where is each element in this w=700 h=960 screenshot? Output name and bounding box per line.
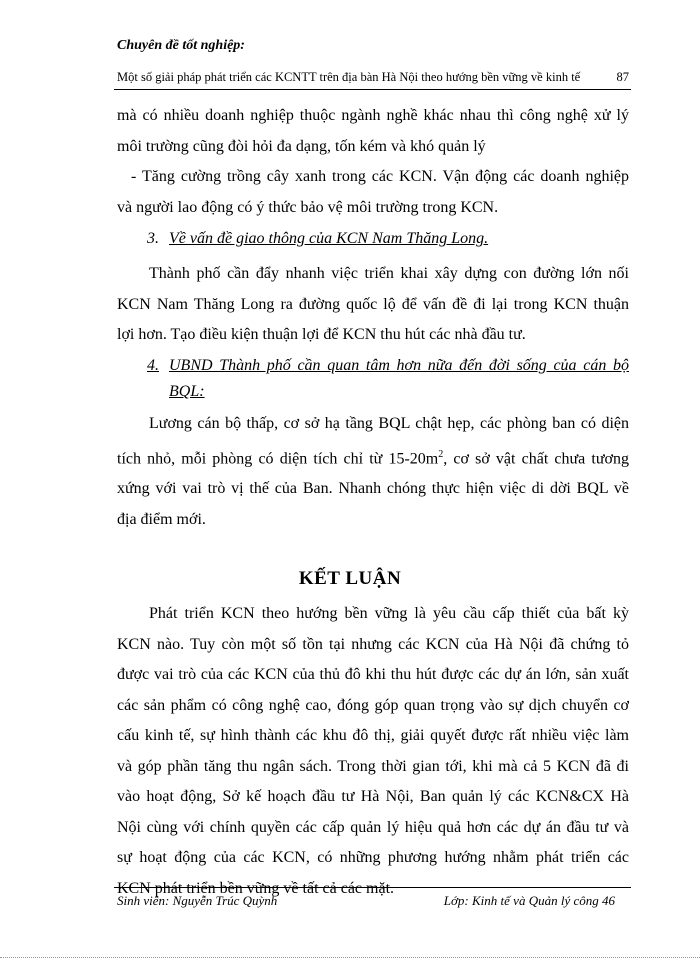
text-line: Lương cán bộ thấp, cơ sở hạ tầng BQL chật hẹp, các phòng ban có diện: [149, 415, 629, 432]
text-segment: tích nhỏ, mỗi phòng có diện tích chỉ từ 15-20m: [117, 449, 439, 467]
paragraph-4: [117, 409, 629, 535]
section-heading-3: [147, 230, 488, 248]
heading-number: 3.: [147, 230, 159, 247]
text-line: mà có nhiều doanh nghiệp thuộc ngành nghề khác nhau thì công nghệ xử lý: [117, 107, 629, 124]
text-line: KCN Nam Thăng Long ra đường quốc lộ để vấn đề đi lại trong KCN thuận: [117, 295, 629, 313]
text-line: Nội cùng với chính quyền các cấp quản lý hiệu quả hơn các dự án đầu tư và: [117, 818, 629, 836]
text-segment: , cơ sở vật chất chưa tương: [443, 449, 629, 467]
text-line: xứng với vai trò vị thế của Ban. Nhanh chóng thực hiện việc di dời BQL về: [117, 480, 629, 498]
text-line: KCN phát triển bền vững về tất cả các mặt.: [117, 879, 395, 897]
header-subtitle-row: [117, 70, 629, 85]
section-heading-4: [147, 352, 629, 404]
text-line: - Tăng cường trồng cây xanh trong các KCN. Vận động các doanh nghiệp: [131, 168, 629, 185]
paragraph-3: [117, 259, 629, 351]
footer-student: Sinh viên: Nguyễn Trúc Quỳnh: [117, 893, 278, 908]
text-line: và góp phần tăng thu ngân sách. Trong thời gian tới, khi mà cả 5 KCN đã đi: [117, 757, 629, 775]
footer-class: Lớp: Kinh tế và Quản lý công 46: [443, 893, 615, 908]
text-line: các sản phẩm có công nghệ cao, đóng góp quan trọng vào sự dịch chuyển cơ: [117, 696, 629, 714]
text-line: KCN nào. Tuy còn một số tồn tại nhưng các KCN của Hà Nội đã chứng tỏ: [117, 635, 629, 653]
superscript: 2: [438, 448, 444, 460]
heading-text: Về vấn đề giao thông của KCN Nam Thăng Long.: [169, 230, 489, 247]
header-subtitle: Một số giải pháp phát triển các KCNTT trên địa bàn Hà Nội theo hướng bền vững về kinh tế: [117, 70, 581, 84]
conclusion-heading: KẾT LUẬN: [298, 568, 402, 589]
header-divider: [114, 89, 631, 90]
heading-text: BQL:: [169, 383, 205, 400]
text-line: lợi hơn. Tạo điều kiện thuận lợi để KCN thu hút các nhà đầu tư.: [117, 326, 526, 343]
paragraph-2: [117, 162, 629, 223]
heading-number: 4.: [147, 357, 159, 374]
text-line-with-superscript: [117, 440, 629, 475]
text-line: vào hoạt động, Sở kế hoạch đầu tư Hà Nội, Ban quản lý các KCN&CX Hà: [117, 788, 629, 805]
page-number: 87: [616, 70, 629, 84]
text-line: Phát triển KCN theo hướng bền vững là yêu cầu cấp thiết của bất kỳ: [149, 605, 629, 622]
text-line: môi trường cũng đòi hỏi đa dạng, tốn kém và khó quản lý: [117, 137, 486, 155]
text-line: được vai trò của các KCN của thủ đô khi thu hút được các dự án lớn, sản xuất: [117, 666, 629, 683]
text-line: sự hoạt động của các KCN, có những phương hướng nhằm phát triển các: [117, 849, 629, 866]
footer: [117, 893, 629, 909]
page-edge: [0, 957, 700, 958]
paragraph-1: [117, 101, 629, 162]
text-line: cấu kinh tế, sự hình thành các khu đô thị, giải quyết được rất nhiều việc làm: [117, 727, 629, 744]
heading-text: UBND Thành phố cần quan tâm hơn nữa đến đời sống của cán bộ: [169, 357, 629, 374]
footer-divider: [114, 887, 631, 888]
text-line: và người lao động có ý thức bảo vệ môi trường trong KCN.: [117, 198, 499, 216]
text-line: Thành phố cần đẩy nhanh việc triển khai xây dựng con đường lớn nối: [149, 265, 629, 282]
header-title: Chuyên đề tốt nghiệp:: [117, 38, 245, 53]
text-line: địa điểm mới.: [117, 510, 206, 528]
conclusion-body: [117, 599, 629, 904]
